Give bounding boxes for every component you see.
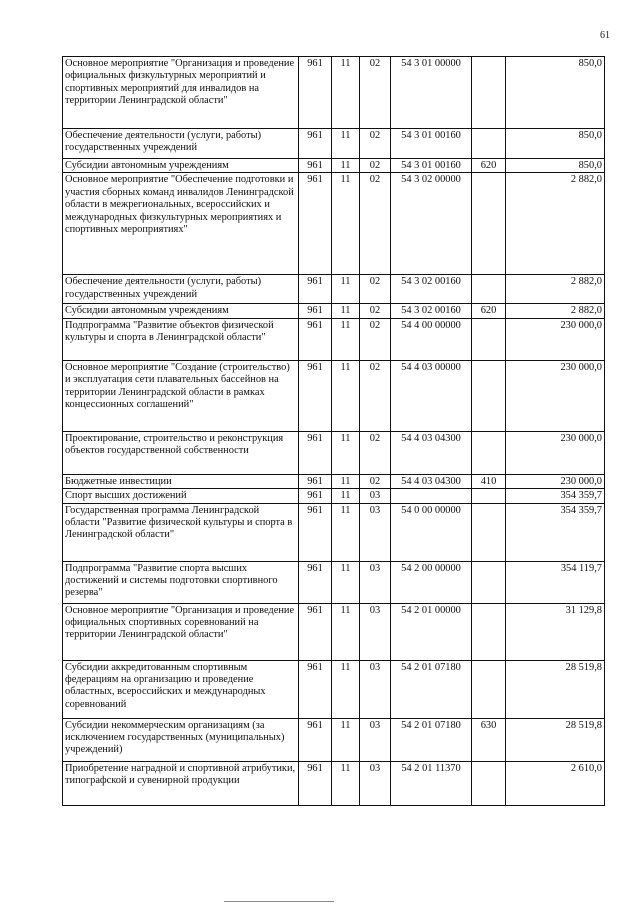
cell-name: Проектирование, строительство и реконструкция объектов государственной собственности	[63, 431, 299, 474]
table-row	[63, 173, 605, 275]
cell-name: Подпрограмма "Развитие объектов физической культуры и спорта в Ленинградской области"	[63, 318, 299, 360]
cell-expense-type	[472, 761, 506, 805]
cell-amount: 850,0	[506, 57, 605, 129]
cell-grbs: 961	[299, 489, 332, 503]
cell-name: Основное мероприятие "Создание (строительство) и эксплуатация сети плавательных бассейнов на территории Ленинградской области в рамках концессионных соглашений"	[63, 360, 299, 431]
cell-subsection: 02	[360, 57, 391, 129]
cell-target-article: 54 4 03 00000	[391, 360, 472, 431]
cell-amount: 230 000,0	[506, 318, 605, 360]
cell-name: Основное мероприятие "Организация и проведение официальных спортивных соревнований на территории Ленинградской области"	[63, 603, 299, 660]
cell-amount: 28 519,8	[506, 660, 605, 718]
cell-subsection: 02	[360, 431, 391, 474]
cell-subsection: 02	[360, 173, 391, 275]
cell-subsection: 03	[360, 718, 391, 761]
cell-name: Субсидии некоммерческим организациям (за исключением государственных (муниципальных) учреждений)	[63, 718, 299, 761]
table-row	[63, 603, 605, 660]
cell-grbs: 961	[299, 57, 332, 129]
cell-amount: 354 359,7	[506, 489, 605, 503]
table-row	[63, 474, 605, 488]
cell-section: 11	[332, 489, 360, 503]
table-row	[63, 660, 605, 718]
cell-subsection: 03	[360, 603, 391, 660]
table-row	[63, 360, 605, 431]
cell-target-article	[391, 489, 472, 503]
cell-subsection: 03	[360, 503, 391, 561]
cell-target-article: 54 2 01 11370	[391, 761, 472, 805]
cell-expense-type	[472, 561, 506, 603]
cell-target-article: 54 3 02 00160	[391, 275, 472, 304]
table-row	[63, 275, 605, 304]
cell-target-article: 54 4 03 04300	[391, 474, 472, 488]
cell-expense-type	[472, 489, 506, 503]
table-row	[63, 489, 605, 503]
cell-expense-type	[472, 503, 506, 561]
cell-grbs: 961	[299, 431, 332, 474]
cell-amount: 31 129,8	[506, 603, 605, 660]
cell-grbs: 961	[299, 173, 332, 275]
cell-grbs: 961	[299, 360, 332, 431]
cell-section: 11	[332, 304, 360, 318]
cell-section: 11	[332, 660, 360, 718]
cell-target-article: 54 3 02 00000	[391, 173, 472, 275]
cell-name: Субсидии автономным учреждениям	[63, 159, 299, 173]
cell-grbs: 961	[299, 718, 332, 761]
cell-target-article: 54 2 01 07180	[391, 718, 472, 761]
cell-expense-type	[472, 603, 506, 660]
cell-section: 11	[332, 474, 360, 488]
cell-target-article: 54 4 00 00000	[391, 318, 472, 360]
table-row	[63, 561, 605, 603]
cell-target-article: 54 0 00 00000	[391, 503, 472, 561]
cell-subsection: 02	[360, 304, 391, 318]
table-row	[63, 159, 605, 173]
cell-grbs: 961	[299, 761, 332, 805]
cell-grbs: 961	[299, 275, 332, 304]
table-row	[63, 304, 605, 318]
cell-amount: 230 000,0	[506, 360, 605, 431]
cell-grbs: 961	[299, 561, 332, 603]
cell-subsection: 03	[360, 761, 391, 805]
cell-section: 11	[332, 561, 360, 603]
cell-amount: 2 610,0	[506, 761, 605, 805]
cell-amount: 354 359,7	[506, 503, 605, 561]
cell-subsection: 03	[360, 561, 391, 603]
cell-amount: 2 882,0	[506, 304, 605, 318]
cell-amount: 2 882,0	[506, 275, 605, 304]
cell-section: 11	[332, 603, 360, 660]
cell-section: 11	[332, 431, 360, 474]
cell-section: 11	[332, 129, 360, 159]
cell-section: 11	[332, 159, 360, 173]
cell-name: Бюджетные инвестиции	[63, 474, 299, 488]
cell-name: Подпрограмма "Развитие спорта высших достижений и системы подготовки спортивного резерва"	[63, 561, 299, 603]
cell-expense-type	[472, 57, 506, 129]
cell-expense-type: 620	[472, 159, 506, 173]
cell-expense-type	[472, 318, 506, 360]
cell-subsection: 02	[360, 275, 391, 304]
cell-name: Обеспечение деятельности (услуги, работы) государственных учреждений	[63, 275, 299, 304]
cell-expense-type: 410	[472, 474, 506, 488]
cell-amount: 230 000,0	[506, 474, 605, 488]
cell-expense-type	[472, 275, 506, 304]
cell-name: Спорт высших достижений	[63, 489, 299, 503]
cell-target-article: 54 4 03 04300	[391, 431, 472, 474]
cell-expense-type	[472, 360, 506, 431]
cell-target-article: 54 2 01 00000	[391, 603, 472, 660]
cell-expense-type	[472, 660, 506, 718]
cell-subsection: 03	[360, 489, 391, 503]
cell-grbs: 961	[299, 660, 332, 718]
cell-amount: 2 882,0	[506, 173, 605, 275]
cell-name: Обеспечение деятельности (услуги, работы) государственных учреждений	[63, 129, 299, 159]
cell-expense-type	[472, 173, 506, 275]
cell-name: Субсидии аккредитованным спортивным федерациям на организацию и проведение областных, всероссийских и международных соревнований	[63, 660, 299, 718]
cell-target-article: 54 3 01 00160	[391, 159, 472, 173]
cell-expense-type: 630	[472, 718, 506, 761]
cell-amount: 850,0	[506, 159, 605, 173]
cell-expense-type	[472, 431, 506, 474]
cell-name: Государственная программа Ленинградской области "Развитие физической культуры и спорта в Ленинградской области"	[63, 503, 299, 561]
cell-subsection: 02	[360, 474, 391, 488]
cell-target-article: 54 2 01 07180	[391, 660, 472, 718]
cell-grbs: 961	[299, 159, 332, 173]
footer-rule	[224, 901, 334, 902]
table-row	[63, 503, 605, 561]
cell-amount: 28 519,8	[506, 718, 605, 761]
cell-section: 11	[332, 360, 360, 431]
table-row	[63, 761, 605, 805]
cell-grbs: 961	[299, 503, 332, 561]
cell-subsection: 02	[360, 159, 391, 173]
cell-section: 11	[332, 57, 360, 129]
cell-target-article: 54 2 00 00000	[391, 561, 472, 603]
cell-grbs: 961	[299, 603, 332, 660]
cell-name: Основное мероприятие "Обеспечение подготовки и участия сборных команд инвалидов Ленинградской области в межрегиональных, всероссийских и международных физкультурных мероприятиях и спортивных мероприятиях"	[63, 173, 299, 275]
cell-section: 11	[332, 275, 360, 304]
budget-table	[62, 56, 605, 806]
cell-amount: 850,0	[506, 129, 605, 159]
page-number: 61	[600, 30, 610, 41]
cell-name: Приобретение наградной и спортивной атрибутики, типографской и сувенирной продукции	[63, 761, 299, 805]
table-row	[63, 431, 605, 474]
cell-name: Основное мероприятие "Организация и проведение официальных физкультурных мероприятий и спортивных мероприятий для инвалидов на территории Ленинградской области"	[63, 57, 299, 129]
cell-target-article: 54 3 01 00000	[391, 57, 472, 129]
table-row	[63, 318, 605, 360]
cell-subsection: 02	[360, 129, 391, 159]
cell-subsection: 02	[360, 360, 391, 431]
cell-section: 11	[332, 318, 360, 360]
cell-subsection: 03	[360, 660, 391, 718]
cell-section: 11	[332, 503, 360, 561]
cell-expense-type	[472, 129, 506, 159]
cell-target-article: 54 3 02 00160	[391, 304, 472, 318]
cell-name: Субсидии автономным учреждениям	[63, 304, 299, 318]
cell-grbs: 961	[299, 474, 332, 488]
cell-grbs: 961	[299, 129, 332, 159]
cell-amount: 354 119,7	[506, 561, 605, 603]
cell-section: 11	[332, 718, 360, 761]
cell-expense-type: 620	[472, 304, 506, 318]
cell-subsection: 02	[360, 318, 391, 360]
table-row	[63, 718, 605, 761]
table-row	[63, 129, 605, 159]
cell-amount: 230 000,0	[506, 431, 605, 474]
cell-section: 11	[332, 761, 360, 805]
cell-grbs: 961	[299, 304, 332, 318]
cell-target-article: 54 3 01 00160	[391, 129, 472, 159]
cell-section: 11	[332, 173, 360, 275]
table-row	[63, 57, 605, 129]
budget-table-body	[63, 57, 605, 806]
cell-grbs: 961	[299, 318, 332, 360]
